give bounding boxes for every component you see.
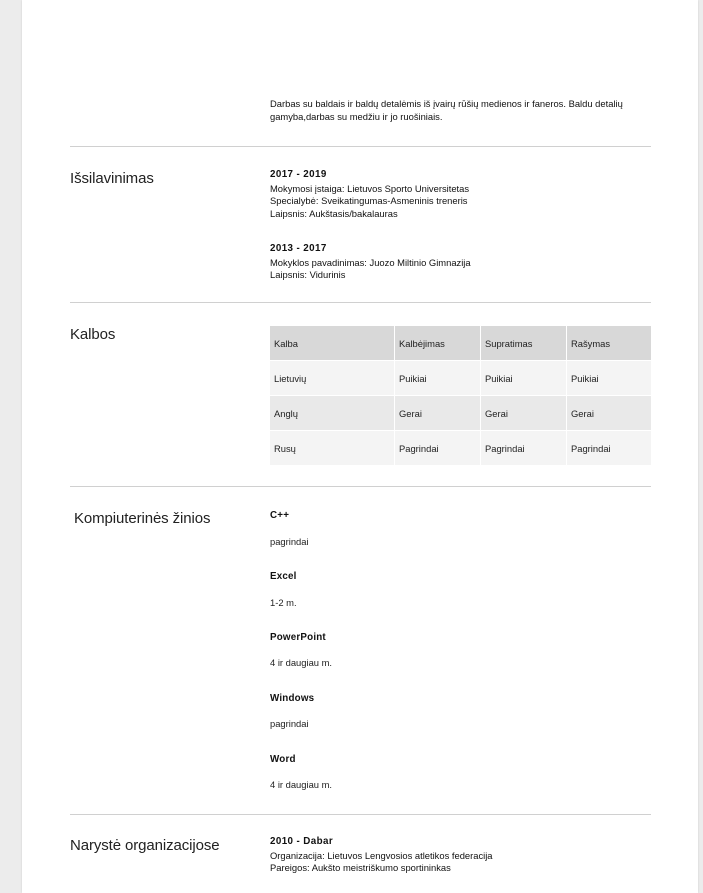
table-cell: Puikiai (395, 361, 481, 396)
table-cell: Puikiai (567, 361, 652, 396)
education-entry-2 (270, 243, 660, 282)
education-line: Laipsnis: Aukštasis/bakalauras (270, 207, 398, 219)
table-cell: Gerai (481, 396, 567, 431)
table-row (270, 396, 652, 431)
work-description: Darbas su baldais ir baldų detalėmis iš įvairų rūšių medienos ir faneros. Baldu detalių gamyba,darbas su medžiu ir jo ruošiniais. (270, 98, 623, 122)
education-period: 2013 - 2017 (270, 243, 327, 254)
table-row (270, 361, 652, 396)
membership-entry (270, 836, 660, 875)
table-cell: Pagrindai (395, 431, 481, 466)
table-header-cell: Kalbėjimas (395, 326, 481, 361)
table-cell: Gerai (395, 396, 481, 431)
education-period: 2017 - 2019 (270, 169, 327, 180)
table-cell: Gerai (567, 396, 652, 431)
computer-skills-title: Kompiuterinės žinios (74, 510, 211, 527)
table-cell: Pagrindai (481, 431, 567, 466)
education-entry-1 (270, 169, 660, 220)
skill-level: 4 ir daugiau m. (270, 779, 333, 790)
membership-line: Organizacija: Lietuvos Lengvosios atletikos federacija (270, 849, 493, 861)
table-header-cell: Rašymas (567, 326, 652, 361)
table-cell: Puikiai (481, 361, 567, 396)
education-title: Išsilavinimas (70, 170, 154, 187)
skill-name: PowerPoint (270, 632, 326, 643)
table-cell: Rusų (270, 431, 395, 466)
table-header-cell: Kalba (270, 326, 395, 361)
table-cell: Anglų (270, 396, 395, 431)
membership-line: Pareigos: Aukšto meistriškumo sportininkas (270, 862, 451, 873)
cv-page (22, 0, 698, 893)
table-cell: Lietuvių (270, 361, 395, 396)
skill-level: 4 ir daugiau m. (270, 657, 333, 668)
languages-title: Kalbos (70, 326, 116, 343)
languages-table (270, 326, 652, 466)
skill-level: pagrindai (270, 536, 309, 547)
skill-name: Word (270, 754, 296, 765)
section-divider (70, 486, 651, 487)
membership-title: Narystė organizacijose (70, 837, 220, 854)
skill-level: pagrindai (270, 718, 309, 729)
skill-name: Excel (270, 571, 297, 582)
table-header-cell: Supratimas (481, 326, 567, 361)
section-divider (70, 146, 651, 147)
table-row (270, 431, 652, 466)
skill-level: 1-2 m. (270, 597, 297, 608)
section-divider (70, 302, 651, 303)
education-line: Specialybė: Sveikatingumas-Asmeninis treneris (270, 195, 468, 206)
table-cell: Pagrindai (567, 431, 652, 466)
education-line: Mokyklos pavadinimas: Juozo Miltinio Gimnazija (270, 256, 471, 268)
skill-name: Windows (270, 693, 315, 704)
skill-name: C++ (270, 510, 290, 521)
table-header-row (270, 326, 652, 361)
education-line: Laipsnis: Vidurinis (270, 269, 346, 280)
membership-period: 2010 - Dabar (270, 836, 334, 847)
section-divider (70, 814, 651, 815)
education-line: Mokymosi įstaiga: Lietuvos Sporto Universitetas (270, 182, 470, 194)
